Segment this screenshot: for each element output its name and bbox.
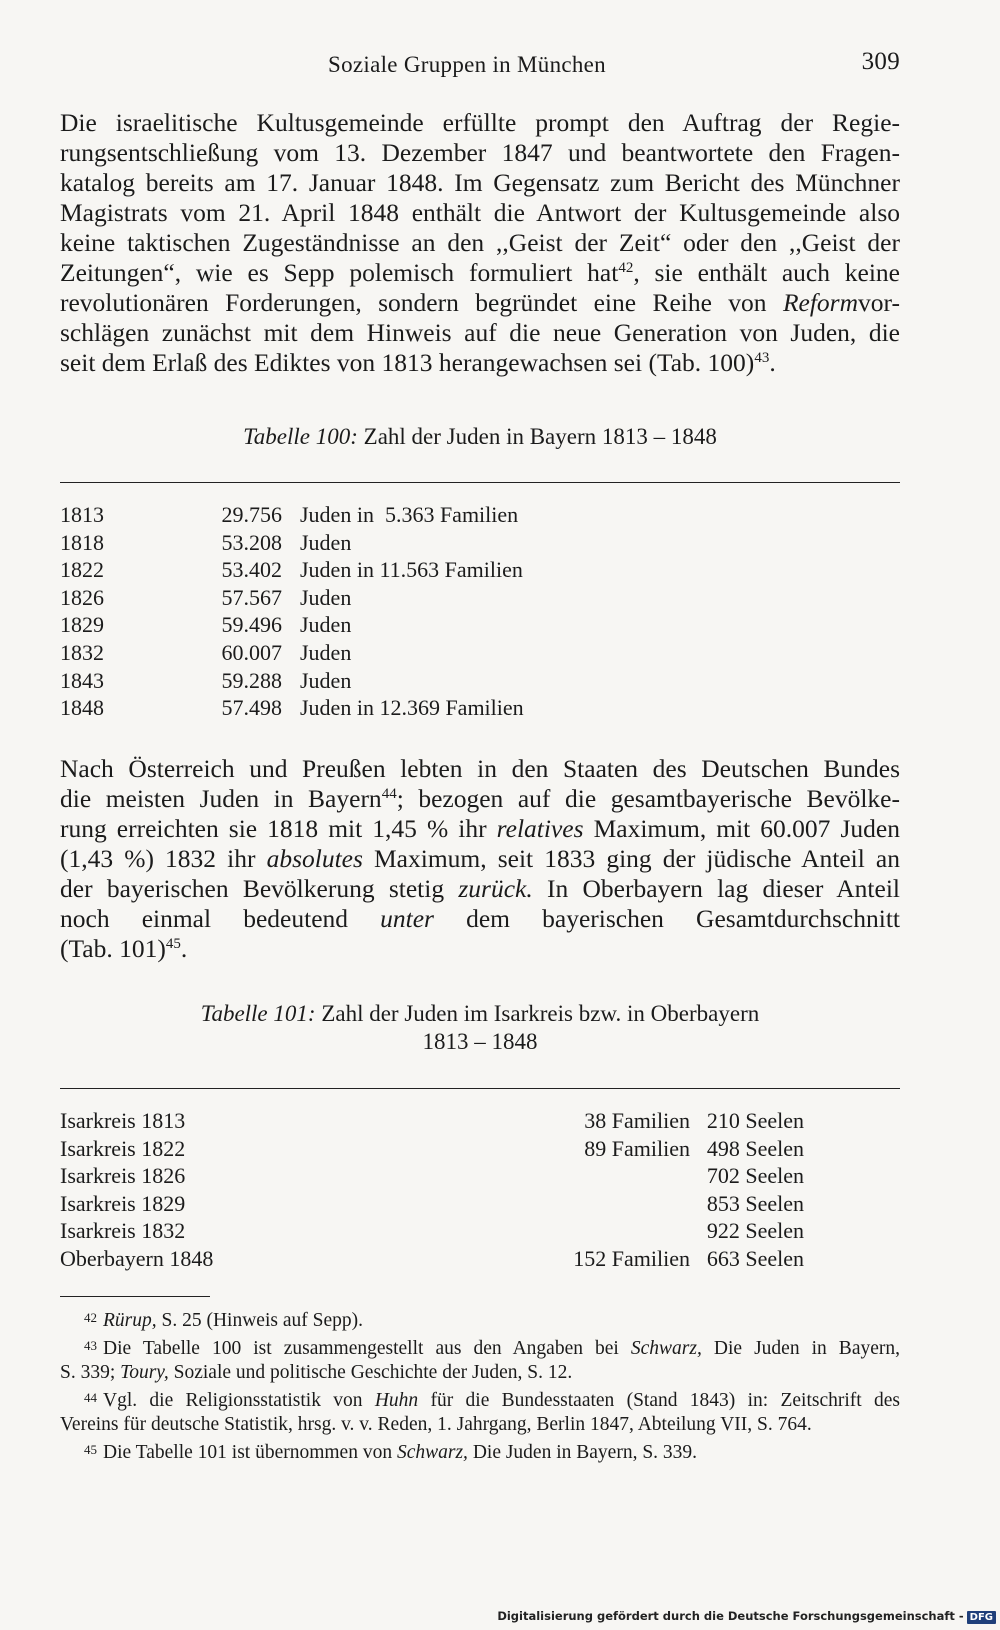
- table-row: [60, 668, 900, 696]
- text-run: S. 339;: [60, 1362, 121, 1384]
- table-101-caption: [60, 1000, 900, 1056]
- footnote-ref[interactable]: 43: [754, 350, 770, 366]
- footnote-line: [84, 1386, 900, 1414]
- text-run: Maximum, mit 60.007 Juden: [583, 814, 900, 843]
- author-name: Schwarz,: [396, 1441, 468, 1463]
- caption-text: Zahl der Juden im Isarkreis bzw. in Oberbayern: [315, 1001, 760, 1026]
- table-row: [60, 1191, 900, 1219]
- footnote-45: [60, 1438, 900, 1466]
- text-line: Nach Österreich und Preußen lebten in den Staaten des Deutschen Bundes: [60, 754, 900, 783]
- text-run: Maximum, seit 1833 ging der jüdische Anteil an: [362, 844, 900, 873]
- footnote-43: [60, 1334, 900, 1386]
- cell-seelen: 663 Seelen: [706, 1245, 804, 1271]
- cell-year: 1832: [60, 639, 104, 665]
- text-run: dem bayerischen Gesamtdurchschnitt: [433, 904, 900, 933]
- page-number: 309: [861, 48, 900, 75]
- italic-term: absolutes: [266, 844, 363, 873]
- table-101: [60, 1108, 900, 1274]
- text-line: [60, 874, 900, 904]
- text-run: ; bezogen auf die gesamtbayerische Bevölke-: [396, 784, 900, 813]
- text-run: .: [769, 348, 776, 377]
- cell-label: Isarkreis 1829: [60, 1190, 186, 1216]
- footnote-rule: [60, 1296, 210, 1297]
- text-run: Zeitungen“, wie es Sepp polemisch formuliert hat: [60, 258, 619, 287]
- footnote-ref[interactable]: 42: [618, 260, 634, 276]
- text-run: Die Tabelle 101 ist übernommen von: [103, 1441, 397, 1463]
- text-run: , sie enthält auch keine: [633, 258, 901, 287]
- text-line: [60, 814, 900, 844]
- italic-term: Reform: [782, 288, 859, 317]
- cell-count: 60.007: [221, 639, 282, 665]
- cell-count: 53.402: [221, 557, 282, 583]
- running-head: Soziale Gruppen in München: [328, 52, 606, 77]
- footnote-ref[interactable]: 45: [165, 936, 181, 952]
- cell-year: 1813: [60, 502, 104, 527]
- text-line: [60, 934, 900, 964]
- caption-line: [60, 1000, 900, 1028]
- cell-seelen: 853 Seelen: [706, 1190, 804, 1216]
- footnote-mark: 43: [84, 1337, 97, 1353]
- cell-label: Isarkreis 1826: [60, 1163, 186, 1189]
- text-line: [60, 904, 900, 934]
- cell-count: 57.567: [221, 584, 282, 610]
- cell-year: 1826: [60, 584, 104, 610]
- text-run: der bayerischen Bevölkerung stetig: [60, 874, 459, 903]
- table-rule: [60, 1088, 900, 1089]
- text-line: [60, 844, 900, 874]
- table-label: Tabelle 101:: [200, 1001, 316, 1026]
- cell-desc: Juden in 12.369 Familien: [300, 695, 524, 721]
- caption-text: Zahl der Juden in Bayern 1813 – 1848: [357, 424, 717, 449]
- text-run: für die Bundesstaaten (Stand 1843) in: Zeitschrift des: [418, 1389, 901, 1411]
- cell-count: 57.498: [221, 695, 282, 721]
- cell-count: 29.756: [221, 502, 282, 527]
- cell-seelen: 922 Seelen: [706, 1218, 804, 1244]
- cell-label: Oberbayern 1848: [60, 1245, 214, 1271]
- cell-count: 53.208: [221, 529, 282, 555]
- cell-desc: Juden in 11.563 Familien: [300, 557, 523, 583]
- table-row: [60, 1136, 900, 1164]
- paragraph-1: [60, 108, 900, 378]
- text-run: In Oberbayern lag dieser Anteil: [532, 874, 900, 903]
- text-line: [60, 258, 900, 288]
- footnote-line: [84, 1438, 900, 1466]
- footnote-line: Vereins für deutsche Statistik, hrsg. v. v. Reden, 1. Jahrgang, Berlin 1847, Abteilung VII, S. 764.: [60, 1414, 812, 1436]
- table-row: [60, 502, 900, 530]
- footnotes: [60, 1306, 900, 1466]
- text-line: Die israelitische Kultusgemeinde erfüllte prompt den Auftrag der Regie-: [60, 108, 900, 137]
- italic-term: unter: [380, 904, 434, 933]
- footnote-line: [84, 1306, 900, 1334]
- cell-count: 59.288: [221, 667, 282, 693]
- table-100: [60, 502, 900, 723]
- cell-desc: Juden: [300, 529, 352, 555]
- table-row: [60, 1218, 900, 1246]
- text-line: [60, 348, 900, 378]
- table-row: [60, 1108, 900, 1136]
- text-line: [60, 784, 900, 814]
- text-run: Die Juden in Bayern,: [701, 1337, 900, 1359]
- text-run: rung erreichten sie 1818 mit 1,45 % ihr: [60, 814, 497, 843]
- footnote-mark: 44: [84, 1389, 97, 1405]
- footnote-44: [60, 1386, 900, 1438]
- text-run: noch einmal bedeutend: [60, 904, 381, 933]
- footnote-42: [60, 1306, 900, 1334]
- cell-families: 89 Familien: [584, 1135, 690, 1161]
- text-line: Magistrats vom 21. April 1848 enthält die Antwort der Kultusgemeinde also: [60, 198, 900, 227]
- cell-desc: Juden: [300, 667, 352, 693]
- cell-label: Isarkreis 1832: [60, 1218, 186, 1244]
- cell-seelen: 210 Seelen: [706, 1108, 804, 1133]
- text-line: rungsentschließung vom 13. Dezember 1847 und beantwortete den Fragen-: [60, 138, 900, 167]
- dfg-logo: DFG: [967, 1611, 996, 1624]
- table-100-caption: [60, 423, 900, 451]
- text-run: .: [180, 934, 188, 963]
- cell-desc: Juden in 5.363 Familien: [300, 502, 519, 527]
- cell-year: 1818: [60, 529, 104, 555]
- table-row: [60, 557, 900, 585]
- page-header: [60, 46, 900, 86]
- table-row: [60, 1246, 900, 1274]
- footnote-mark: 45: [84, 1441, 97, 1457]
- footnote-mark: 42: [84, 1310, 97, 1325]
- digitization-footer: [497, 1609, 996, 1624]
- text-run: Die Tabelle 100 ist zusammengestellt aus den Angaben bei: [103, 1337, 631, 1359]
- author-name: Schwarz,: [630, 1337, 702, 1359]
- cell-desc: Juden: [300, 584, 352, 610]
- text-line: katalog bereits am 17. Januar 1848. Im Gegensatz zum Bericht des Münchner: [60, 168, 900, 197]
- italic-term: zurück.: [458, 874, 533, 903]
- text-run: (1,43 %) 1832 ihr: [60, 844, 267, 873]
- cell-year: 1843: [60, 667, 104, 693]
- paragraph-2: [60, 754, 900, 964]
- cell-count: 59.496: [221, 612, 282, 638]
- cell-seelen: 498 Seelen: [706, 1135, 804, 1161]
- table-row: [60, 530, 900, 558]
- footnote-line: [84, 1334, 900, 1362]
- table-row: [60, 612, 900, 640]
- text-run: die meisten Juden in Bayern: [60, 784, 382, 813]
- text-run: revolutionären Forderungen, sondern begründet eine Reihe von: [60, 288, 783, 317]
- footnote-line: [60, 1361, 900, 1386]
- cell-families: 152 Familien: [573, 1245, 690, 1271]
- text-run: vor-: [858, 288, 900, 317]
- table-label: Tabelle 100:: [243, 424, 358, 449]
- text-line: keine taktischen Zugeständnisse an den ,,Geist der Zeit“ oder den ,,Geist der: [60, 228, 900, 257]
- footnote-ref[interactable]: 44: [381, 786, 397, 802]
- footer-text: Digitalisierung gefördert durch die Deutsche Forschungsgemeinschaft -: [497, 1609, 964, 1623]
- text-run: seit dem Erlaß des Ediktes von 1813 herangewachsen sei (Tab. 100): [60, 348, 755, 377]
- text-run: Die Juden in Bayern, S. 339.: [467, 1441, 698, 1463]
- cell-seelen: 702 Seelen: [706, 1163, 804, 1189]
- author-name: Rürup,: [103, 1310, 157, 1331]
- author-name: Huhn: [374, 1389, 419, 1411]
- text-line: [60, 288, 900, 318]
- author-name: Toury,: [120, 1362, 169, 1384]
- table-row: [60, 640, 900, 668]
- cell-desc: Juden: [300, 639, 352, 665]
- cell-desc: Juden: [300, 612, 352, 638]
- cell-families: 38 Familien: [584, 1108, 690, 1133]
- table-row: [60, 585, 900, 613]
- text-run: S. 25 (Hinweis auf Sepp).: [156, 1310, 363, 1331]
- cell-label: Isarkreis 1822: [60, 1135, 186, 1161]
- cell-year: 1829: [60, 612, 104, 638]
- text-run: Soziale und politische Geschichte der Juden, S. 12.: [168, 1362, 573, 1384]
- text-line: schlägen zunächst mit dem Hinweis auf die neue Generation von Juden, die: [60, 318, 900, 347]
- table-row: [60, 1163, 900, 1191]
- italic-term: relatives: [496, 814, 584, 843]
- table-rule: [60, 482, 900, 483]
- table-row: [60, 695, 900, 723]
- text-run: (Tab. 101): [60, 934, 166, 963]
- cell-label: Isarkreis 1813: [60, 1108, 186, 1133]
- cell-year: 1822: [60, 557, 104, 583]
- cell-year: 1848: [60, 695, 104, 721]
- caption-line: 1813 – 1848: [422, 1029, 538, 1054]
- text-run: Vgl. die Religionsstatistik von: [103, 1389, 375, 1411]
